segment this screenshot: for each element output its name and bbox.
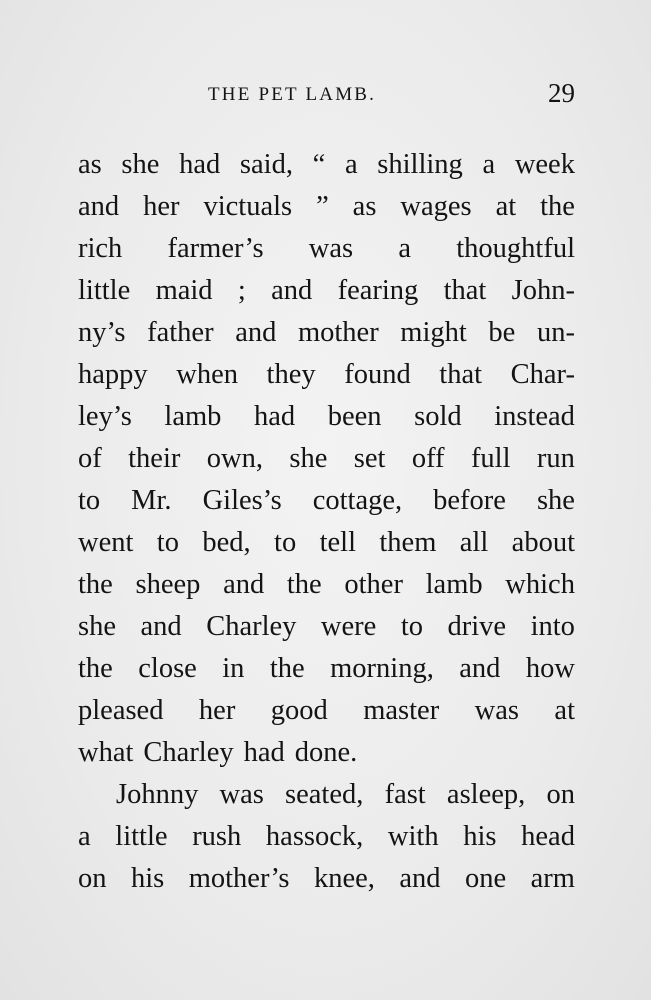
word: her [143, 191, 180, 222]
word: thoughtful [456, 233, 575, 264]
word: as [78, 149, 102, 180]
word: his [463, 821, 497, 852]
text-line [78, 186, 575, 228]
word: what [78, 737, 134, 768]
text-line [78, 858, 575, 900]
word: master [363, 695, 440, 726]
word: wages [400, 191, 472, 222]
word: set [353, 443, 386, 474]
word: off [411, 443, 445, 474]
word: good [270, 695, 328, 726]
word: about [511, 527, 575, 558]
word: John- [511, 275, 575, 306]
word: all [459, 527, 489, 558]
text-line [78, 816, 575, 858]
word: she [289, 443, 328, 474]
word: his [130, 863, 165, 894]
word: at [495, 191, 517, 222]
word: the [78, 569, 113, 600]
word: on [546, 779, 575, 810]
word: Mr. [131, 485, 172, 516]
word: sheep [135, 569, 201, 600]
word: the [540, 191, 575, 222]
word: a [482, 149, 496, 180]
word: she [121, 149, 160, 180]
word: bed, [202, 527, 251, 558]
word: close [138, 653, 197, 684]
word: “ [312, 149, 326, 180]
word: fearing [337, 275, 419, 306]
word: and [235, 317, 277, 348]
word: to [274, 527, 297, 558]
word: was [219, 779, 264, 810]
word: she [78, 611, 116, 642]
word: how [525, 653, 575, 684]
word: ny’s [78, 317, 126, 348]
text-line-paragraph-start [78, 774, 575, 816]
word: hassock, [265, 821, 364, 852]
word: a [398, 233, 412, 264]
word: went [78, 527, 134, 558]
word: full [470, 443, 511, 474]
word: and [459, 653, 501, 684]
word: on [78, 863, 107, 894]
word: lamb [425, 569, 483, 600]
word: had [253, 401, 296, 432]
word: a [344, 149, 358, 180]
word: farmer’s [167, 233, 264, 264]
word: mother [297, 317, 379, 348]
text-line-paragraph-end [78, 732, 575, 774]
word: little [78, 275, 131, 306]
word: they [266, 359, 316, 390]
word: that [439, 359, 483, 390]
text-line [78, 522, 575, 564]
word: that [443, 275, 487, 306]
word: a [78, 821, 91, 852]
word: drive [447, 611, 507, 642]
word: done. [294, 737, 358, 768]
word: ; [237, 275, 246, 306]
word: ” [316, 191, 329, 222]
word: and [140, 611, 182, 642]
word: had [179, 149, 221, 180]
word: Charley [206, 611, 297, 642]
word: maid [155, 275, 213, 306]
word: with [387, 821, 439, 852]
body-text [78, 144, 575, 900]
word: them [379, 527, 437, 558]
word: instead [494, 401, 575, 432]
text-line [78, 480, 575, 522]
word: be [488, 317, 516, 348]
text-line [78, 144, 575, 186]
word: as [352, 191, 377, 222]
word: before [433, 485, 506, 516]
word: ley’s [78, 401, 132, 432]
text-line [78, 438, 575, 480]
word: victuals [203, 191, 293, 222]
word: little [115, 821, 168, 852]
word: other [344, 569, 403, 600]
word: had [243, 737, 285, 768]
text-line [78, 564, 575, 606]
text-line [78, 270, 575, 312]
word: were [320, 611, 377, 642]
word: fast [384, 779, 426, 810]
word: and [78, 191, 120, 222]
word: shilling [377, 149, 463, 180]
text-line [78, 606, 575, 648]
word: rich [78, 233, 123, 264]
word: their [128, 443, 181, 474]
word: lamb [164, 401, 222, 432]
word: been [327, 401, 382, 432]
word: run [536, 443, 575, 474]
text-line [78, 228, 575, 270]
word: knee, [313, 863, 375, 894]
page-number: 29 [548, 78, 575, 108]
word: the [269, 653, 305, 684]
word: morning, [330, 653, 434, 684]
word: in [222, 653, 245, 684]
word: was [474, 695, 519, 726]
word: at [554, 695, 575, 726]
word: to [156, 527, 179, 558]
word: arm [530, 863, 575, 894]
word: asleep, [446, 779, 526, 810]
text-line [78, 396, 575, 438]
word: Giles’s [202, 485, 282, 516]
word: cottage, [312, 485, 403, 516]
word: Charley [143, 737, 234, 768]
word: was [308, 233, 354, 264]
text-line [78, 648, 575, 690]
word: said, [239, 149, 293, 180]
word: Char- [510, 359, 575, 390]
word: of [78, 443, 102, 474]
word: to [400, 611, 423, 642]
word: when [176, 359, 238, 390]
word: and [271, 275, 313, 306]
word: head [521, 821, 575, 852]
word: she [536, 485, 575, 516]
word: her [198, 695, 236, 726]
word: week [514, 149, 575, 180]
word: to [78, 485, 101, 516]
word: un- [536, 317, 575, 348]
word: and [399, 863, 441, 894]
word: and [223, 569, 265, 600]
text-line [78, 354, 575, 396]
word: found [344, 359, 411, 390]
running-head [78, 78, 575, 114]
word: Johnny [116, 779, 199, 810]
word: which [505, 569, 575, 600]
word: own, [206, 443, 263, 474]
word: might [400, 317, 467, 348]
word: mother’s [188, 863, 290, 894]
word: rush [192, 821, 242, 852]
word: happy [78, 359, 148, 390]
word: father [147, 317, 214, 348]
running-title: THE PET LAMB. [208, 84, 377, 105]
word: the [78, 653, 113, 684]
text-line [78, 312, 575, 354]
text-line [78, 690, 575, 732]
word: pleased [78, 695, 164, 726]
word: tell [319, 527, 356, 558]
word: one [465, 863, 507, 894]
word: sold [414, 401, 462, 432]
word: seated, [285, 779, 364, 810]
word: into [530, 611, 575, 642]
word: the [286, 569, 322, 600]
